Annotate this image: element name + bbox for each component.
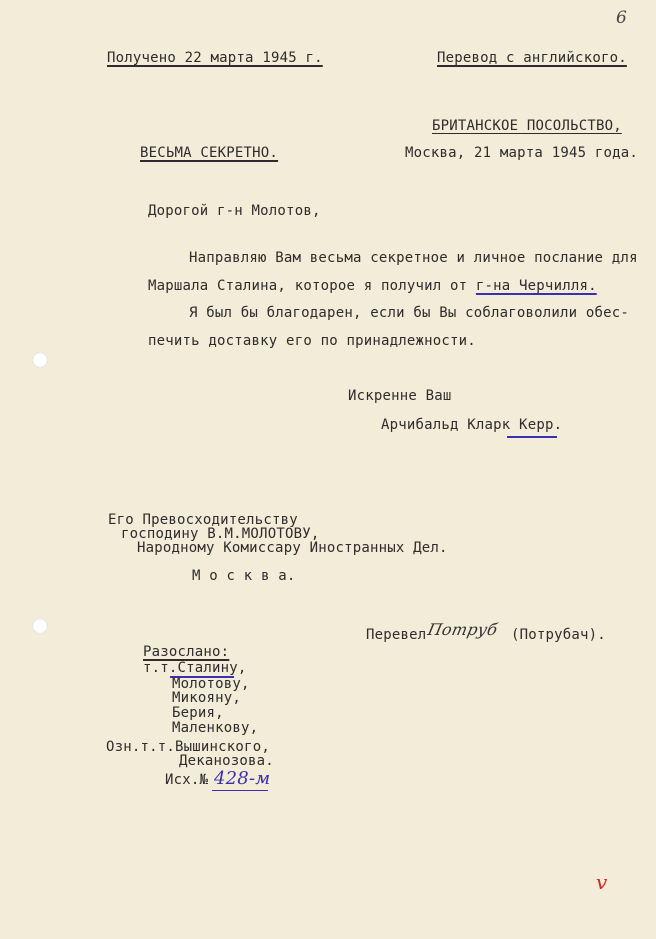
distribution-line3: Микояну,	[172, 690, 242, 706]
recipient-line3: Народному Комиссару Иностранных Дел.	[137, 540, 448, 556]
signature-pencil-underline	[507, 436, 557, 438]
punch-hole-top	[32, 352, 48, 368]
outgoing-number-underline	[212, 790, 268, 791]
embassy-name: БРИТАНСКОЕ ПОСОЛЬСТВО,	[432, 118, 622, 134]
translation-note: Перевод с английского.	[437, 50, 627, 66]
received-date: Получено 22 марта 1945 г.	[107, 50, 323, 66]
body-paragraph2-line2: печить доставку его по принадлежности.	[148, 333, 476, 349]
outgoing-number: 428-м	[214, 768, 271, 789]
recipient-city: М о с к в а.	[192, 568, 296, 584]
closing: Искренне Ваш	[348, 388, 452, 404]
recipient-line2: господину В.М.МОЛОТОВУ,	[121, 526, 320, 542]
place-date: Москва, 21 марта 1945 года.	[405, 145, 638, 161]
classification-stamp: ВЕСЬМА СЕКРЕТНО.	[140, 145, 279, 161]
translator-name: (Потрубач).	[511, 627, 606, 643]
outgoing-label: Исх.№	[165, 772, 209, 788]
body-paragraph1-line1: Направляю Вам весьма секретное и личное послание для	[189, 250, 638, 266]
body-paragraph1-line2	[148, 278, 597, 294]
distribution-line6: Озн.т.т.Вышинского,	[106, 739, 270, 755]
punch-hole-bottom	[32, 618, 48, 634]
signature-name: Арчибальд Кларк Керр.	[381, 417, 563, 433]
churchill-underlined: г-на Черчилля.	[475, 278, 597, 294]
distribution-line7: Деканозова.	[179, 753, 274, 769]
translator-signature: Потруб	[425, 620, 500, 639]
distribution-line1: т.т.Сталину,	[143, 660, 247, 676]
distribution-line4: Берия,	[172, 705, 224, 721]
body-paragraph1-line2-text: Маршала Сталина, которое я получил от	[148, 278, 476, 294]
page-number: 6	[616, 8, 628, 28]
distribution-line5: Маленкову,	[172, 720, 259, 736]
recipient-line1: Его Превосходительству	[108, 512, 298, 528]
translator-label: Перевел	[366, 627, 427, 643]
check-mark: v	[596, 870, 608, 894]
distribution-line2: Молотову,	[172, 676, 250, 692]
salutation: Дорогой г-н Молотов,	[148, 203, 321, 219]
distribution-title: Разослано:	[143, 644, 230, 660]
body-paragraph2-line1: Я был бы благодарен, если бы Вы соблаговолили обес-	[189, 305, 630, 321]
